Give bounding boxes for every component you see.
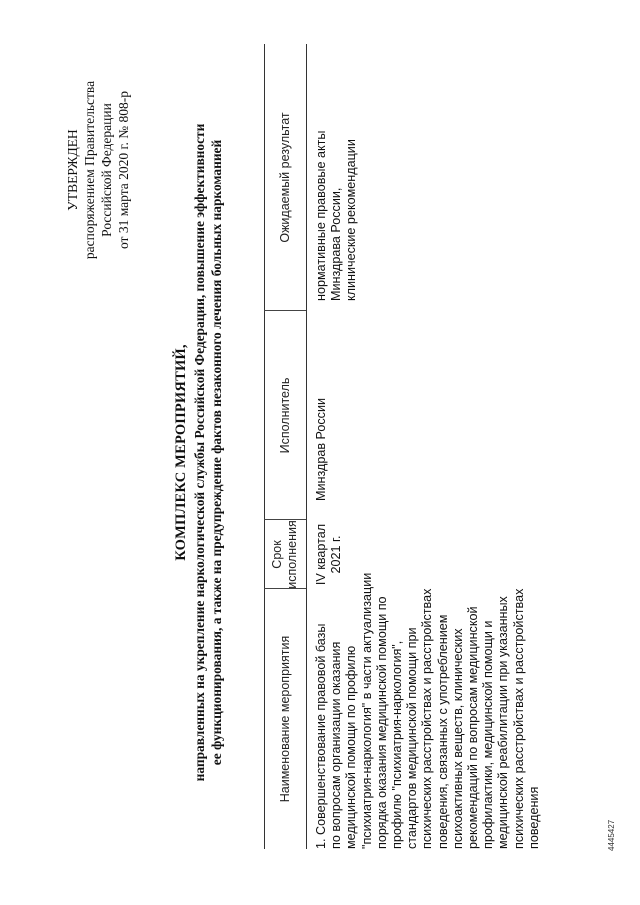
cell-line: клинические рекомендации (344, 139, 359, 301)
cell-line: по вопросам организации оказания (329, 641, 344, 849)
cell-term (314, 520, 344, 589)
cell-line: рекомендаций по вопросам медицинской (466, 606, 481, 849)
cell-line: медицинской реабилитации при указанных (496, 596, 511, 849)
cell-line: Минздрава России, (329, 187, 344, 301)
cell-line: психоактивных веществ, клинических (450, 628, 465, 849)
header-name (264, 589, 306, 849)
document-subtitle (191, 40, 225, 865)
table-header-border (306, 44, 307, 849)
header-executor (264, 311, 306, 520)
header-term (264, 520, 306, 589)
document-number: 4445427 (607, 819, 616, 851)
cell-line: порядка оказания медицинской помощи по (374, 596, 389, 849)
document-title: КОМПЛЕКС МЕРОПРИЯТИЙ, (173, 344, 189, 561)
cell-line: стандартов медицинской помощи при (405, 627, 420, 849)
cell-line: нормативные правовые акты (314, 130, 328, 301)
header-term-line: исполнения (285, 520, 299, 589)
header-result (264, 44, 306, 311)
cell-line: психических расстройствах и расстройствах (511, 588, 526, 849)
cell-line: медицинской помощи по профилю (344, 645, 359, 849)
approval-line: распоряжением Правительства (82, 80, 97, 260)
header-executor-text: Исполнитель (277, 377, 292, 454)
approval-line: Российской Федерации (99, 103, 114, 237)
cell-measure-name (314, 572, 542, 849)
cell-line: IV квартал (314, 523, 328, 586)
cell-executor (314, 321, 329, 501)
header-result-text: Ожидаемый результат (277, 112, 292, 243)
cell-line: Минздрав России (314, 397, 328, 501)
cell-line: 2021 г. (329, 535, 344, 574)
approval-block (64, 20, 132, 320)
cell-line: "психиатрия-наркология" в части актуализации (359, 572, 374, 849)
cell-line: поведения, связанных с употреблением (435, 614, 450, 849)
cell-line: 1. Совершенствование правовой базы (314, 623, 328, 849)
cell-line: профилю "психиатрия-наркология", (390, 640, 405, 849)
cell-line: профилактики, медицинской помощи и (481, 620, 496, 849)
header-term-line: Срок (270, 540, 284, 569)
approval-heading: УТВЕРЖДЕН (65, 129, 80, 211)
cell-line: психических расстройствах и расстройствах (420, 588, 435, 849)
subtitle-line: направленных на укрепление наркологической службы Российской Федерации, повышение эффективности (192, 123, 207, 782)
approval-date: от 31 марта 2020 г. № 808-р (116, 90, 131, 250)
subtitle-line: ее функционирования, а также на предупреждение фактов незаконного лечения больных наркоманией (209, 139, 224, 766)
cell-line: поведения (526, 786, 541, 849)
header-name-text: Наименование мероприятия (277, 635, 292, 803)
cell-result (314, 51, 360, 301)
